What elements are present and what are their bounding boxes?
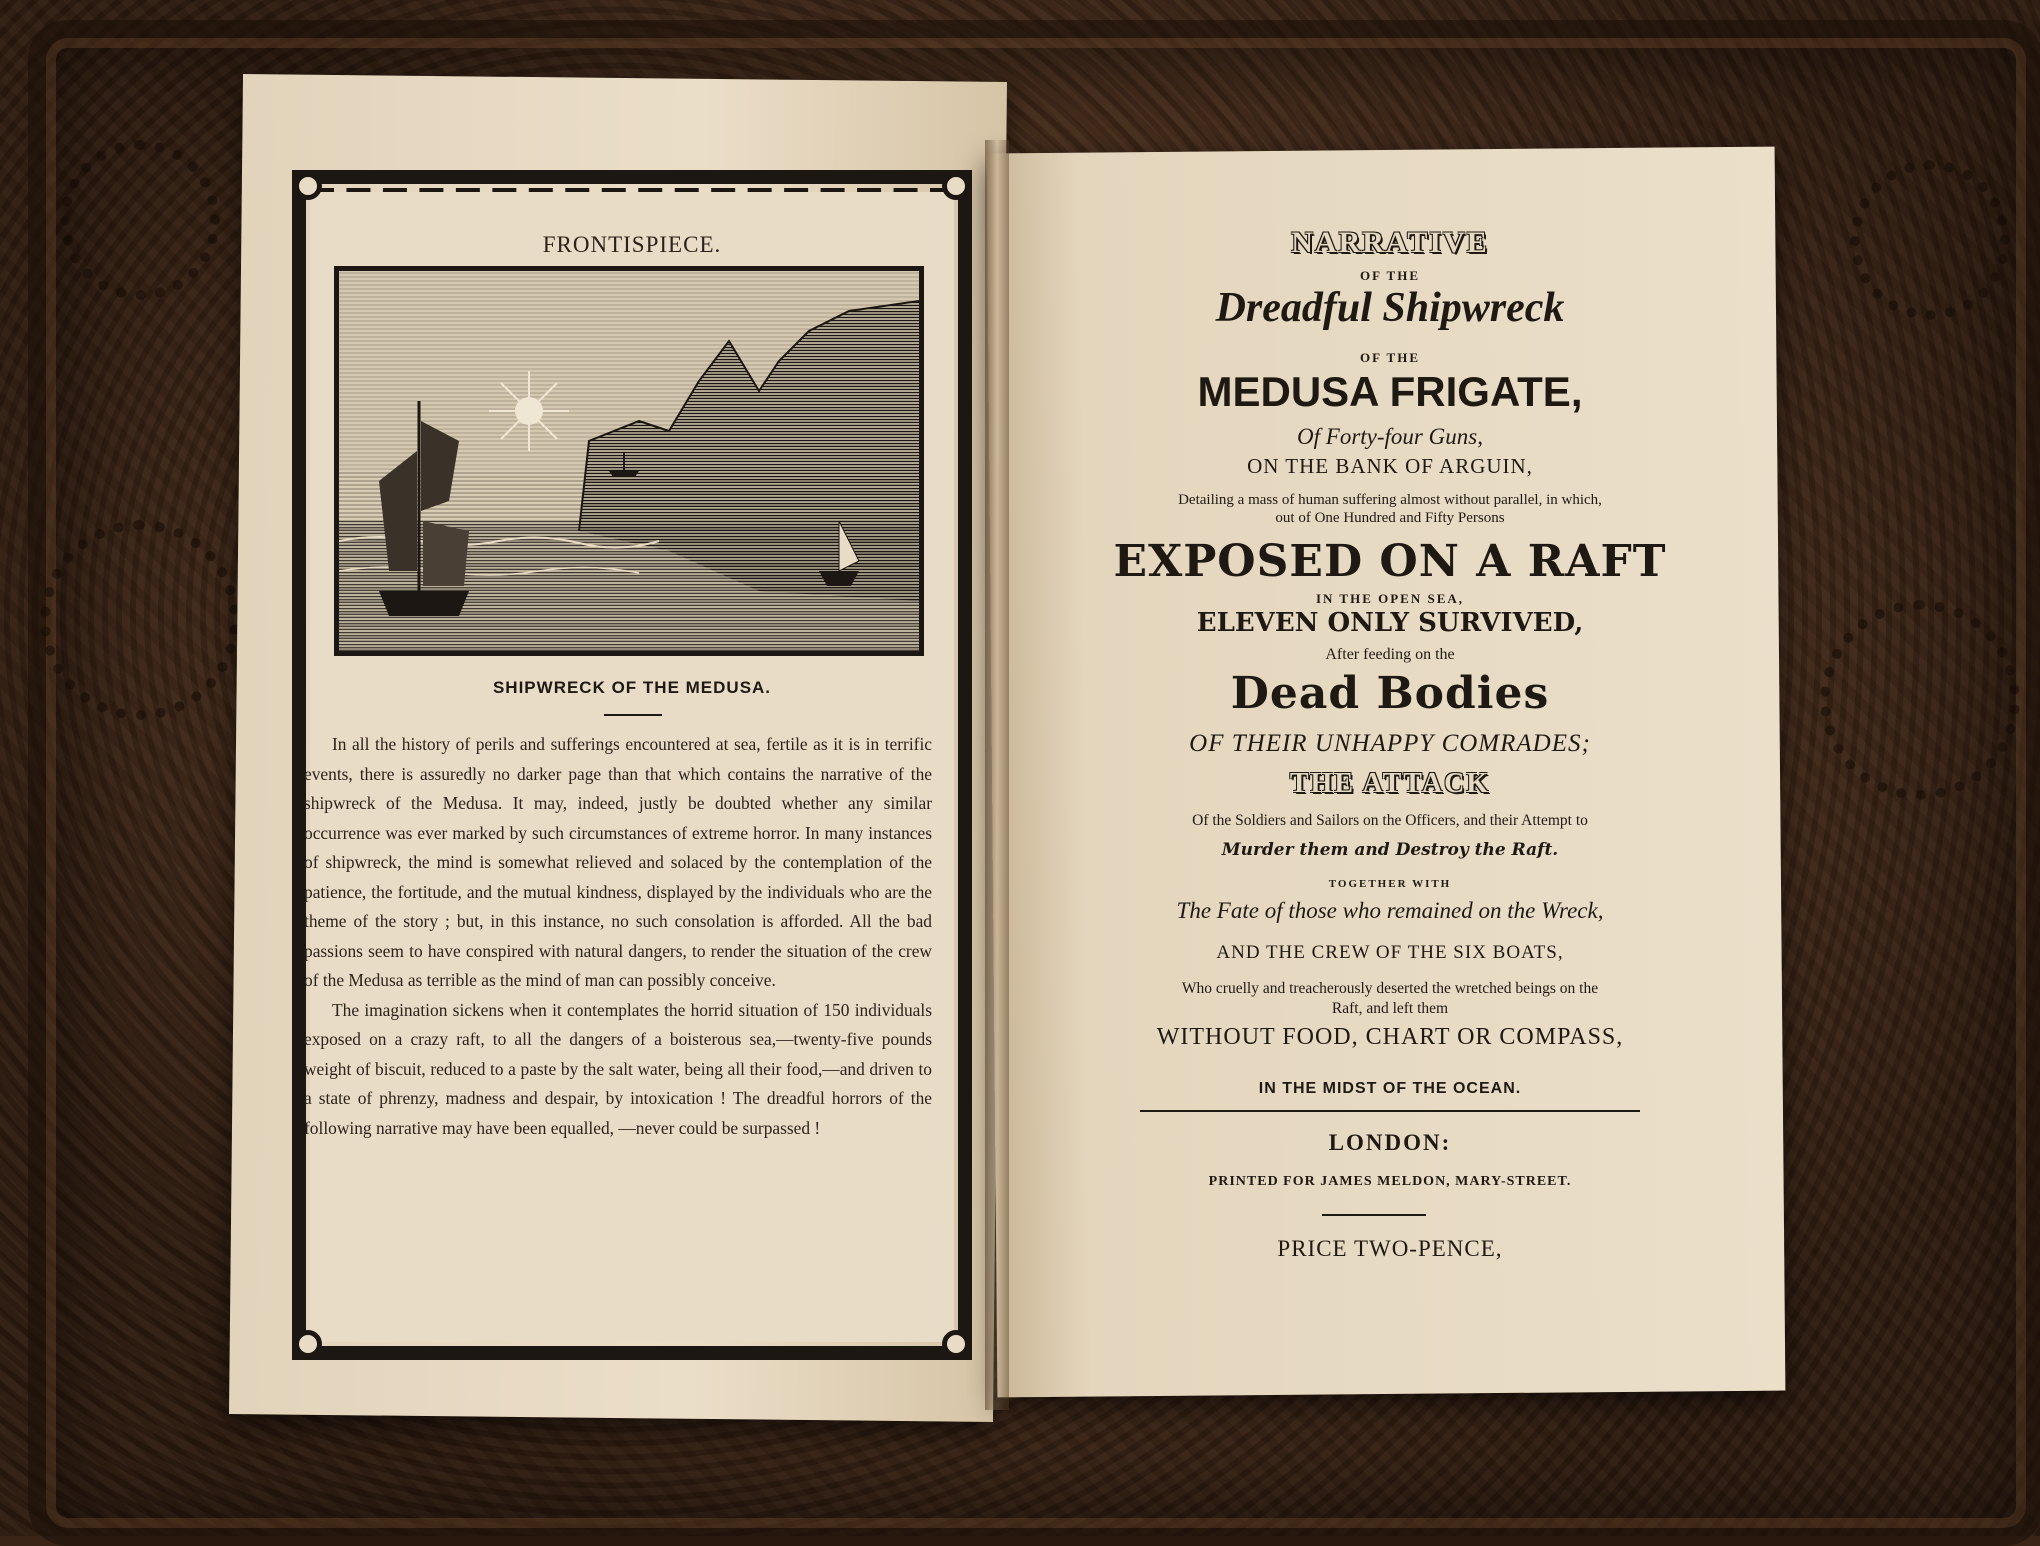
title-cruelly-deserted: Who cruelly and treacherously deserted the wretched beings on the <box>1181 980 1599 997</box>
title-the-attack: THE ATTACK <box>1289 768 1491 799</box>
title-open-sea: IN THE OPEN SEA, <box>1315 591 1465 606</box>
imprint-price: PRICE TWO-PENCE, <box>1277 1236 1503 1261</box>
tooled-ornament <box>1850 160 2010 320</box>
imprint-printer: PRINTED FOR JAMES MELDON, MARY-STREET. <box>1208 1174 1572 1189</box>
title-after-feeding: After feeding on the <box>1325 646 1455 663</box>
caption-rule <box>604 714 662 716</box>
paragraph: In all the history of perils and sufferings encountered at sea, fertile as it is in terrific events, there is assuredly no darker page than that which contains the narrative of the shipwreck of the Medusa. It may, indeed, justly be doubted whether any similar occurrence was ever marked by such circumstances of extreme horror. In many instances of shipwreck, the mind is somewhat relieved and solaced by the contemplation of the patience, the fortitude, and the mutual kindness, displayed by the individuals who are the theme of the story ; but, in this instance, no such consolation is afforded. All the bad passions seem to have conspired with natural dangers, to render the situation of the crew of the Medusa as terrible as the mind of man can possibly conceive. <box>304 734 932 990</box>
title-rule <box>1140 1110 1640 1112</box>
title-together-with: TOGETHER WITH <box>1328 878 1452 890</box>
shipwreck-engraving <box>334 266 924 656</box>
tooled-ornament <box>40 520 240 720</box>
title-forty-four-guns: Of Forty-four Guns, <box>1297 424 1483 449</box>
imprint-rule <box>1322 1214 1426 1216</box>
title-soldiers-sailors: Of the Soldiers and Sailors on the Officers, and their Attempt to <box>1192 812 1588 829</box>
title-raft-left-them: Raft, and left them <box>1331 1000 1449 1017</box>
title-dead-bodies: Dead Bodies <box>1230 668 1550 719</box>
frame-corner-rosette <box>942 1330 970 1358</box>
title-of-the-2: OF THE <box>1359 350 1421 365</box>
introduction-text <box>304 730 932 1143</box>
book-gutter <box>985 140 1009 1410</box>
frame-corner-rosette <box>942 172 970 200</box>
paragraph: The imagination sickens when it contemplates the horrid situation of 150 individuals exposed on a crazy raft, to all the dangers of a boisterous sea,—twenty-five pounds weight of biscuit, reduced to a paste by the salt water, being all their food,—and driven to a state of phrenzy, madness and despair, by intoxication ! The dreadful horrors of the following narrative may have been equalled, —never could be surpassed ! <box>304 999 932 1138</box>
title-six-boats: AND THE CREW OF THE SIX BOATS, <box>1216 942 1564 963</box>
title-unhappy-comrades: OF THEIR UNHAPPY COMRADES; <box>1189 730 1591 757</box>
frontispiece-label: FRONTISPIECE. <box>542 232 722 257</box>
engraving-caption: SHIPWRECK OF THE MEDUSA. <box>492 678 772 697</box>
title-without-food: WITHOUT FOOD, CHART OR COMPASS, <box>1156 1024 1624 1050</box>
tooled-ornament <box>1820 600 2020 800</box>
title-midst-of-ocean: IN THE MIDST OF THE OCEAN. <box>1258 1080 1522 1097</box>
title-bank-of-arguin: ON THE BANK OF ARGUIN, <box>1247 454 1533 478</box>
tooled-ornament <box>60 140 220 300</box>
title-fate-of-wreck: The Fate of those who remained on the Wreck, <box>1176 898 1604 923</box>
title-murder-destroy: Murder them and Destroy the Raft. <box>1221 840 1559 860</box>
title-dreadful-shipwreck: Dreadful Shipwreck <box>1215 285 1565 331</box>
title-out-of-150: out of One Hundred and Fifty Persons <box>1275 510 1505 526</box>
frame-corner-rosette <box>294 172 322 200</box>
title-detailing: Detailing a mass of human suffering almost without parallel, in which, <box>1178 492 1602 508</box>
title-narrative: NARRATIVE <box>1291 226 1489 259</box>
title-medusa-frigate: MEDUSA FRIGATE, <box>1197 368 1583 415</box>
sun-icon <box>489 371 569 451</box>
title-eleven-survived: ELEVEN ONLY SURVIVED, <box>1196 608 1584 638</box>
title-of-the: OF THE <box>1359 268 1421 283</box>
title-exposed-on-a-raft: EXPOSED ON A RAFT <box>1113 536 1667 587</box>
imprint-city: LONDON: <box>1328 1130 1452 1155</box>
frame-corner-rosette <box>294 1330 322 1358</box>
